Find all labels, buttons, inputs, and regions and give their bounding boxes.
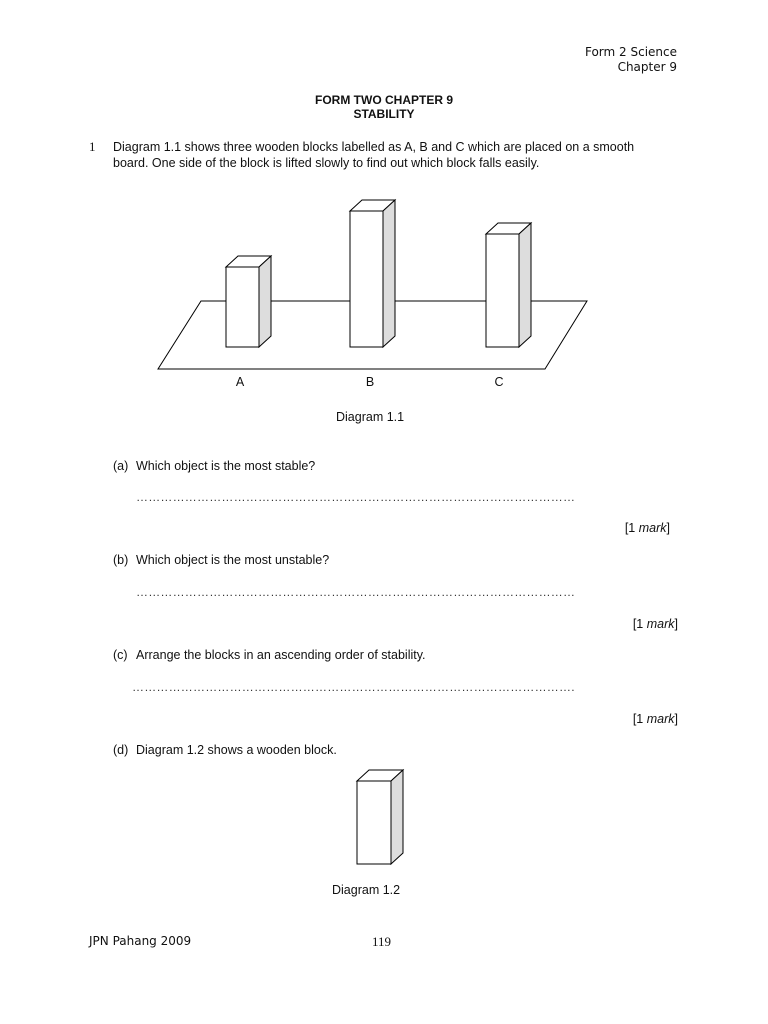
label-a: A xyxy=(235,375,245,389)
header-subject: Form 2 Science xyxy=(584,45,677,59)
diagram-1-2 xyxy=(340,760,420,870)
footer-source: JPN Pahang 2009 xyxy=(89,934,192,948)
part-a-answer-line[interactable]: ……………………………………………………………………………………………… xyxy=(136,490,576,504)
block-c xyxy=(486,223,531,347)
question-number: 1 xyxy=(89,139,96,154)
part-d-label: (d) xyxy=(113,743,129,757)
label-b: B xyxy=(365,375,375,389)
page-title: FORM TWO CHAPTER 9 xyxy=(315,93,453,107)
question-intro: Diagram 1.1 shows three wooden blocks labelled as A, B and C which are placed on a smooth board. One side of the block is lifted slowly to find out which block falls easily. xyxy=(113,140,635,170)
part-c-label: (c) xyxy=(113,648,128,662)
block-a xyxy=(226,256,271,347)
part-c-answer-line[interactable]: ………………………………………………………………………………………………. xyxy=(132,680,575,694)
part-a-label: (a) xyxy=(113,459,129,473)
block-b xyxy=(350,200,395,347)
diagram-1-1-caption: Diagram 1.1 xyxy=(336,410,405,424)
diagram-1-1 xyxy=(0,0,768,440)
diagram-1-2-caption: Diagram 1.2 xyxy=(332,883,401,897)
wooden-block xyxy=(357,770,403,864)
header-chapter: Chapter 9 xyxy=(617,60,677,74)
part-b-mark: [1 mark] xyxy=(632,617,678,631)
part-d-question: Diagram 1.2 shows a wooden block. xyxy=(136,743,337,757)
part-c-mark: [1 mark] xyxy=(632,712,678,726)
page-subtitle: STABILITY xyxy=(353,107,415,121)
part-b-answer-line[interactable]: ……………………………………………………………………………………………… xyxy=(136,585,576,599)
part-c-question: Arrange the blocks in an ascending order of stability. xyxy=(136,648,426,662)
part-b-label: (b) xyxy=(113,553,129,567)
page-number: 119 xyxy=(372,934,392,949)
part-a-mark: [1 mark] xyxy=(624,521,670,535)
label-c: C xyxy=(494,375,504,389)
part-a-question: Which object is the most stable? xyxy=(136,459,316,473)
part-b-question: Which object is the most unstable? xyxy=(136,553,330,567)
